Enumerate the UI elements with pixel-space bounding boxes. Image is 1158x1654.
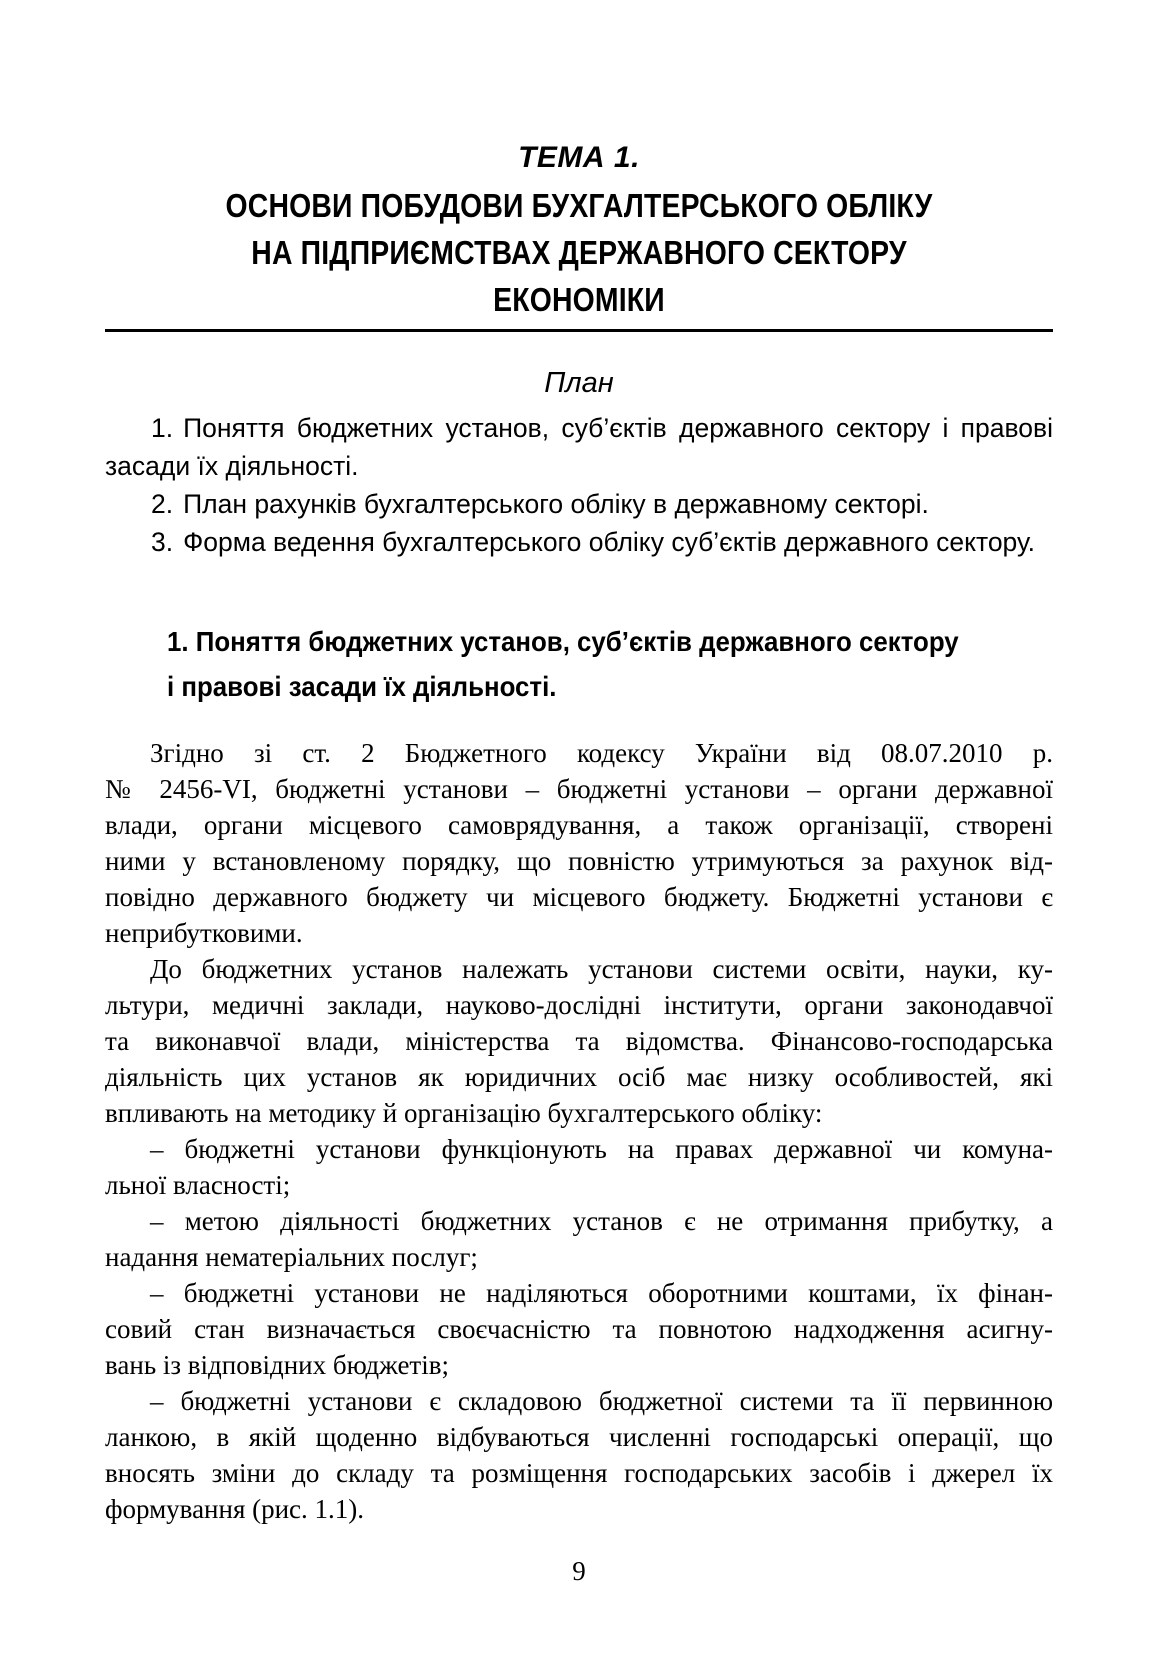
paragraph-line: – бюджетні установи не наділяються оборотними коштами, їх фінан- [150,1278,1053,1308]
paragraph-line: – бюджетні установи є складовою бюджетної системи та її первинною [150,1386,1053,1416]
paragraph-line: ними у встановленому порядку, що повністю утримуються за рахунок від- [105,846,1053,876]
paragraph [105,735,1053,951]
paragraph-line: льної власності; [105,1170,291,1200]
section-heading-line: 1. Поняття бюджетних установ, суб’єктів державного сектору [167,626,959,657]
plan-item-text: Поняття бюджетних установ, суб’єктів державного сектору і правові засади їх діяльності. [105,413,1053,481]
paragraph [105,1383,1053,1527]
plan-item [105,523,1053,561]
paragraph-line: – бюджетні установи функціонують на правах державної чи комуна- [150,1134,1053,1164]
plan-item-text: Форма ведення бухгалтерського обліку суб’єктів державного сектору. [183,527,1035,557]
paragraph-line: вань із відповідних бюджетів; [105,1350,449,1380]
paragraph-line: № 2456-VI, бюджетні установи – бюджетні установи – органи державної [105,774,1053,804]
paragraph-line: совий стан визначається своєчасністю та повнотою надходження асигну- [105,1314,1053,1344]
plan-heading: План [544,367,614,399]
plan-item-number: 1. [151,413,174,443]
paragraph-line: впливають на методику й організацію бухгалтерського обліку: [105,1098,823,1128]
paragraph-line: ланкою, в якій щоденно відбуваються численні господарські операції, що [105,1422,1053,1452]
section-heading-line: і правові засади їх діяльності. [167,671,557,702]
paragraph-line: надання нематеріальних послуг; [105,1242,478,1272]
paragraph [105,1131,1053,1203]
chapter-kicker: ТЕМА 1. [518,141,640,174]
page-number: 9 [572,1556,586,1586]
paragraph-line: повідно державного бюджету чи місцевого бюджету. Бюджетні установи є [105,882,1053,912]
plan-item [105,485,1053,523]
chapter-title-line: ЕКОНОМІКИ [493,281,665,318]
text-column [105,0,1053,1589]
paragraph [105,1203,1053,1275]
paragraph [105,951,1053,1131]
plan-item-number: 3. [151,527,174,557]
paragraph-line: До бюджетних установ належать установи системи освіти, науки, ку- [150,954,1053,984]
section-heading [167,619,1000,709]
plan-item-text: План рахунків бухгалтерського обліку в державному секторі. [183,489,929,519]
paragraph-line: неприбутковими. [105,918,303,948]
chapter-title-line: НА ПІДПРИЄМСТВАХ ДЕРЖАВНОГО СЕКТОРУ [251,234,907,271]
plan-item-number: 2. [151,489,174,519]
paragraph-line: вносять зміни до складу та розміщення господарських засобів і джерел їх [105,1458,1053,1488]
paragraph [105,1275,1053,1383]
paragraph-line: влади, органи місцевого самоврядування, а також організації, створені [105,810,1053,840]
chapter-title-line: ОСНОВИ ПОБУДОВИ БУХГАЛТЕРСЬКОГО ОБЛІКУ [225,187,933,224]
paragraph-line: формування (рис. 1.1). [105,1494,365,1524]
body-text [105,735,1053,1527]
title-underline [105,329,1053,332]
paragraph-line: льтури, медичні заклади, науково-дослідні інститути, органи законодавчої [105,990,1053,1020]
paragraph-line: – метою діяльності бюджетних установ є не отримання прибутку, а [150,1206,1053,1236]
plan-item [105,409,1053,485]
paragraph-line: та виконавчої влади, міністерства та відомства. Фінансово-господарська [105,1026,1053,1056]
paragraph-line: Згідно зі ст. 2 Бюджетного кодексу України від 08.07.2010 р. [150,738,1053,768]
chapter-title [171,182,986,323]
paragraph-line: діяльність цих установ як юридичних осіб має низку особливостей, які [105,1062,1053,1092]
plan-list [105,409,1053,561]
